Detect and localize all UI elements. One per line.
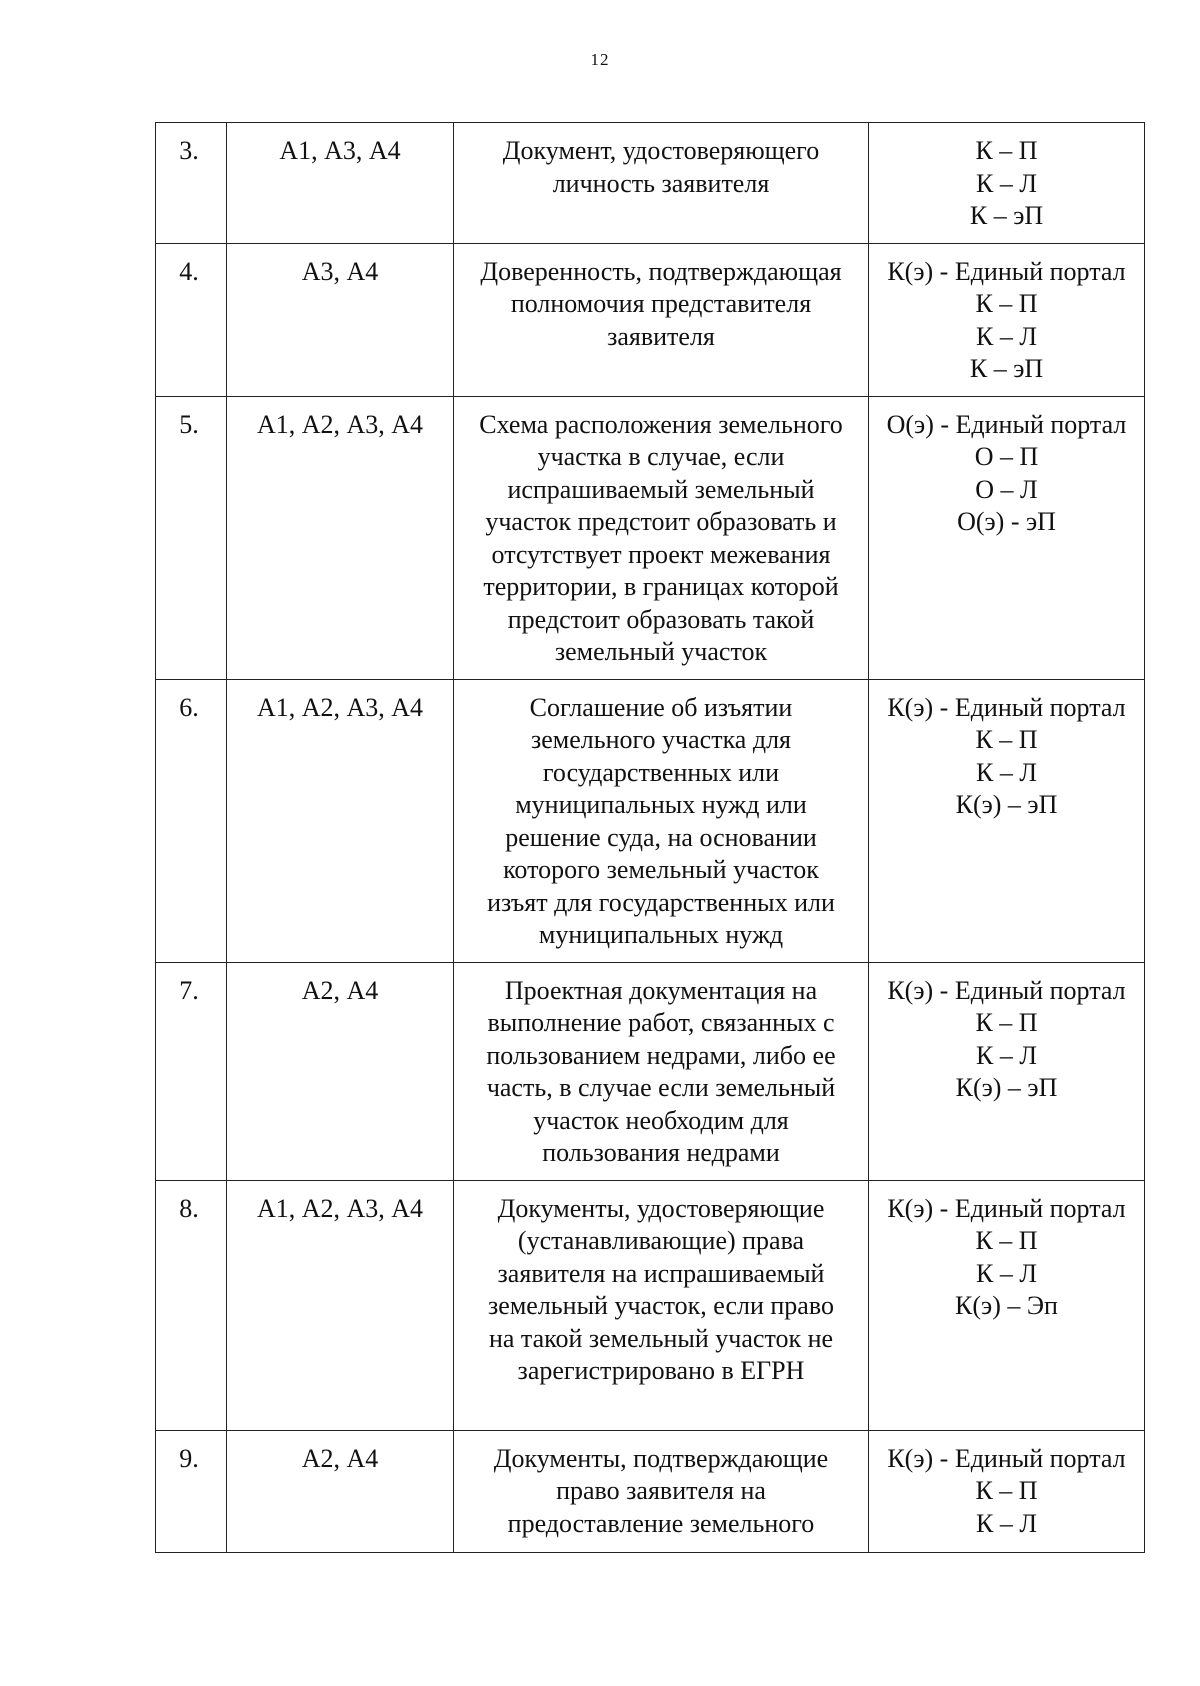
applicant-categories: А3, А4 — [227, 243, 454, 396]
table-row — [156, 243, 1145, 396]
document-name-line: решение суда, на основании — [505, 822, 817, 852]
submission-form-line: К(э) - Единый портал — [887, 692, 1126, 722]
table-row — [156, 1430, 1145, 1552]
submission-form-line: К(э) - Единый портал — [887, 256, 1126, 286]
document-name-line: Проектная документация на — [504, 975, 818, 1005]
document-name — [454, 123, 869, 244]
table-row — [156, 396, 1145, 679]
document-name-line: участок необходим для — [533, 1105, 789, 1135]
row-number: 8. — [156, 1180, 227, 1430]
document-name-line: полномочия представителя — [510, 289, 812, 318]
submission-form-line: К – П — [975, 289, 1038, 318]
row-number: 9. — [156, 1430, 227, 1552]
table-row — [156, 1180, 1145, 1430]
submission-form-line: К – эП — [969, 354, 1044, 383]
document-name-line: право заявителя на — [556, 1476, 766, 1505]
submission-form-line: К – Л — [976, 1040, 1037, 1070]
applicant-categories: А1, А3, А4 — [227, 123, 454, 244]
submission-form-line: К(э) - Единый портал — [887, 975, 1126, 1005]
document-name — [454, 962, 869, 1180]
document-name-line: личность заявителя — [552, 168, 770, 198]
document-name-line: заявителя — [607, 321, 715, 351]
submission-form-line: К – Л — [976, 321, 1037, 351]
submission-forms — [869, 243, 1145, 396]
document-name-line: отсутствует проект межевания — [491, 539, 831, 569]
submission-forms — [869, 1430, 1145, 1552]
row-number: 3. — [156, 123, 227, 244]
submission-form-line: К – Л — [976, 757, 1037, 787]
document-name-line: государственных или — [542, 757, 780, 787]
document-name-line: земельный участок — [554, 637, 768, 666]
document-name-line: Схема расположения земельного — [479, 409, 843, 439]
submission-form-line: О(э) - эП — [957, 507, 1056, 536]
document-name-line: муниципальных нужд или — [515, 790, 807, 819]
document-name — [454, 396, 869, 679]
row-number: 7. — [156, 962, 227, 1180]
submission-form-line: О – Л — [975, 474, 1038, 504]
row-number: 4. — [156, 243, 227, 396]
document-name-line: Документ, удостоверяющего — [502, 136, 820, 165]
applicant-categories: А2, А4 — [227, 1430, 454, 1552]
submission-form-line: К – Л — [976, 1508, 1037, 1538]
submission-form-line: К(э) - Единый портал — [887, 1443, 1126, 1473]
submission-form-line: К – П — [975, 725, 1038, 754]
document-name-line: заявителя на испрашиваемый — [497, 1258, 825, 1288]
document-name — [454, 243, 869, 396]
submission-form-line: К – П — [975, 1476, 1038, 1505]
document-name-line: изъят для государственных или — [487, 887, 835, 917]
document-name-line: зарегистрировано в ЕГРН — [517, 1356, 805, 1385]
submission-form-line: О – П — [974, 442, 1039, 471]
document-name-line: выполнение работ, связанных с — [487, 1008, 835, 1037]
submission-form-line: К(э) – эП — [955, 1073, 1058, 1102]
table-row — [156, 123, 1145, 244]
applicant-categories: А1, А2, А3, А4 — [227, 679, 454, 962]
document-name-line: которого земельный участок — [503, 855, 819, 884]
submission-form-line: К(э) – эП — [955, 790, 1058, 819]
row-number: 6. — [156, 679, 227, 962]
document-name — [454, 1180, 869, 1430]
document-name-line: земельный участок, если право — [488, 1291, 834, 1320]
document-name-line: территории, в границах которой — [483, 572, 839, 601]
applicant-categories: А1, А2, А3, А4 — [227, 1180, 454, 1430]
submission-form-line: К(э) - Единый портал — [887, 1193, 1126, 1223]
submission-form-line: К – эП — [969, 201, 1044, 230]
document-name — [454, 679, 869, 962]
table-row — [156, 679, 1145, 962]
submission-forms — [869, 679, 1145, 962]
document-name-line: Соглашение об изъятии — [529, 692, 793, 722]
submission-form-line: К – П — [975, 136, 1038, 165]
submission-forms — [869, 123, 1145, 244]
document-name-line: участка в случае, если — [537, 442, 785, 471]
document-name-line: участок предстоит образовать и — [485, 507, 837, 536]
document-name-line: предоставление земельного — [507, 1508, 815, 1538]
submission-form-line: О(э) - Единый портал — [886, 409, 1127, 439]
submission-form-line: К – П — [975, 1008, 1038, 1037]
document-name-line: (устанавливающие) права — [517, 1226, 805, 1255]
document-name-line: часть, в случае если земельный — [486, 1073, 836, 1102]
documents-table — [155, 122, 1145, 1553]
document-name-line: земельного участка для — [530, 725, 792, 754]
submission-forms — [869, 396, 1145, 679]
applicant-categories: А1, А2, А3, А4 — [227, 396, 454, 679]
document-name-line: Документы, удостоверяющие — [497, 1193, 825, 1223]
document-name — [454, 1430, 869, 1552]
page-number: 12 — [590, 50, 610, 69]
document-name-line: предстоит образовать такой — [507, 604, 815, 634]
submission-forms — [869, 1180, 1145, 1430]
row-number: 5. — [156, 396, 227, 679]
submission-forms — [869, 962, 1145, 1180]
table-row — [156, 962, 1145, 1180]
document-name-line: на такой земельный участок не — [488, 1323, 834, 1353]
applicant-categories: А2, А4 — [227, 962, 454, 1180]
document-name-line: пользования недрами — [542, 1138, 780, 1167]
submission-form-line: К – Л — [976, 168, 1037, 198]
document-name-line: Доверенность, подтверждающая — [480, 256, 842, 286]
submission-form-line: К – Л — [976, 1258, 1037, 1288]
document-name-line: муниципальных нужд — [538, 920, 784, 949]
submission-form-line: К – П — [975, 1226, 1038, 1255]
document-name-line: пользованием недрами, либо ее — [486, 1040, 836, 1070]
document-name-line: испрашиваемый земельный — [507, 474, 815, 504]
document-name-line: Документы, подтверждающие — [493, 1443, 829, 1473]
submission-form-line: К(э) – Эп — [955, 1291, 1058, 1320]
